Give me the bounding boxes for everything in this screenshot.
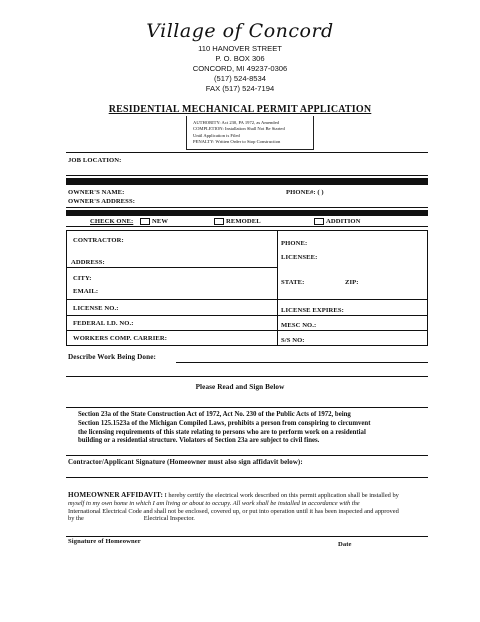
authority-box	[186, 116, 314, 150]
authority-line-2: COMPLETION: Installation Shall Not Be Started	[193, 126, 285, 132]
option-new-label: NEW	[152, 218, 169, 225]
contractor-section	[66, 230, 428, 346]
check-one-label: CHECK ONE:	[90, 218, 134, 225]
divider	[66, 207, 428, 208]
authority-line-3: Until Application is Filed	[193, 132, 240, 138]
contractor-label: CONTRACTOR:	[73, 237, 124, 244]
section-23a-line-3: the licensing requirements of this state relating to persons who are to perform work on a residential	[78, 428, 366, 436]
job-location-label: JOB LOCATION:	[68, 157, 122, 164]
mesc-label: MESC NO.:	[281, 322, 317, 329]
section-23a-text	[78, 411, 428, 446]
contractor-signature-line[interactable]	[66, 477, 428, 478]
row-divider	[67, 267, 277, 268]
divider	[66, 175, 428, 176]
owner-name-label: OWNER'S NAME:	[68, 189, 125, 196]
owner-address-label: OWNER'S ADDRESS:	[68, 198, 136, 205]
option-new[interactable]	[140, 218, 168, 225]
owner-phone-label: PHONE#: ( )	[286, 189, 324, 196]
contractor-address-label: ADDRESS:	[71, 259, 105, 266]
option-remodel-label: REMODEL	[226, 218, 261, 225]
license-expires-label: LICENSE EXPIRES:	[281, 307, 344, 314]
row-divider	[67, 299, 428, 300]
option-remodel[interactable]	[214, 218, 261, 225]
section-23a-line-2: Section 125.1523a of the Michigan Compiled Laws, prohibits a person from conspiring to circumvent	[78, 419, 371, 427]
office-fax: FAX (517) 524-7194	[205, 84, 275, 93]
new-checkbox[interactable]	[140, 218, 150, 225]
ss-no-label: S/S NO:	[281, 337, 305, 344]
row-divider	[67, 315, 428, 316]
authority-line-4: PENALTY: Written Order to Stop Construction	[193, 139, 281, 145]
affidavit-line-3: International Electrical Code and shall not be enclosed, covered up, or put into operation until it has been inspected and approved	[68, 507, 399, 515]
remodel-checkbox[interactable]	[214, 218, 224, 225]
affidavit-line-2: myself in my own home in which I am living or about to occupy. All work shall be installed in accordance with the	[68, 499, 360, 507]
describe-work-label: Describe Work Being Done:	[68, 353, 157, 361]
email-label: EMAIL:	[73, 288, 99, 295]
state-label: STATE:	[281, 279, 305, 286]
divider	[66, 226, 428, 227]
homeowner-signature-line[interactable]	[66, 536, 428, 537]
column-divider	[277, 230, 278, 346]
zip-label: ZIP:	[345, 279, 359, 286]
affidavit-line-1: I hereby certify the electrical work described on this permit application shall be installed by	[164, 492, 399, 499]
workers-comp-label: WORKERS COMP. CARRIER:	[73, 335, 168, 342]
addition-checkbox[interactable]	[314, 218, 324, 225]
form-title: RESIDENTIAL MECHANICAL PERMIT APPLICATION	[108, 104, 372, 115]
read-sign-heading: Please Read and Sign Below	[195, 383, 285, 391]
affidavit-title: HOMEOWNER AFFIDAVIT:	[68, 491, 163, 499]
license-no-label: LICENSE NO.:	[73, 305, 119, 312]
licensee-label: LICENSEE:	[281, 254, 318, 261]
section-23a-line-1: Section 23a of the State Construction Act of 1972, Act No. 230 of the Public Acts of 1972, being	[78, 411, 351, 418]
section-23a-line-4: building or a residential structure. Violators of Section 23a are subject to civil fines.	[78, 437, 320, 445]
street-address: 110 HANOVER STREET	[198, 44, 282, 53]
homeowner-affidavit	[68, 492, 430, 523]
affidavit-line-4-left: by the	[68, 515, 84, 523]
authority-line-1: AUTHORITY: Act 230, PA 1972, as Amended	[193, 120, 279, 125]
village-name: Village of Concord	[146, 20, 334, 42]
po-box: P. O. BOX 306	[215, 54, 265, 63]
city-label: CITY:	[73, 275, 92, 282]
describe-work-line[interactable]	[176, 362, 428, 363]
row-divider	[67, 330, 428, 331]
option-addition[interactable]	[314, 218, 361, 225]
divider	[66, 407, 428, 408]
contractor-signature-label: Contractor/Applicant Signature (Homeowner must also sign affidavit below):	[68, 459, 303, 466]
divider	[66, 455, 428, 456]
affidavit-line-4-right: Electrical Inspector.	[143, 515, 195, 523]
heavy-divider	[66, 178, 428, 185]
contractor-phone-label: PHONE:	[281, 240, 308, 247]
option-addition-label: ADDITION	[326, 218, 361, 225]
homeowner-signature-label: Signature of Homeowner	[68, 538, 141, 545]
date-label: Date	[338, 541, 352, 548]
office-phone: (517) 524-8534	[214, 74, 266, 83]
federal-id-label: FEDERAL I.D. NO.:	[73, 320, 134, 327]
divider	[66, 152, 428, 153]
city-state-zip: CONCORD, MI 49237-0306	[192, 64, 288, 73]
heavy-divider	[66, 210, 428, 216]
describe-work-line-2[interactable]	[66, 376, 428, 377]
